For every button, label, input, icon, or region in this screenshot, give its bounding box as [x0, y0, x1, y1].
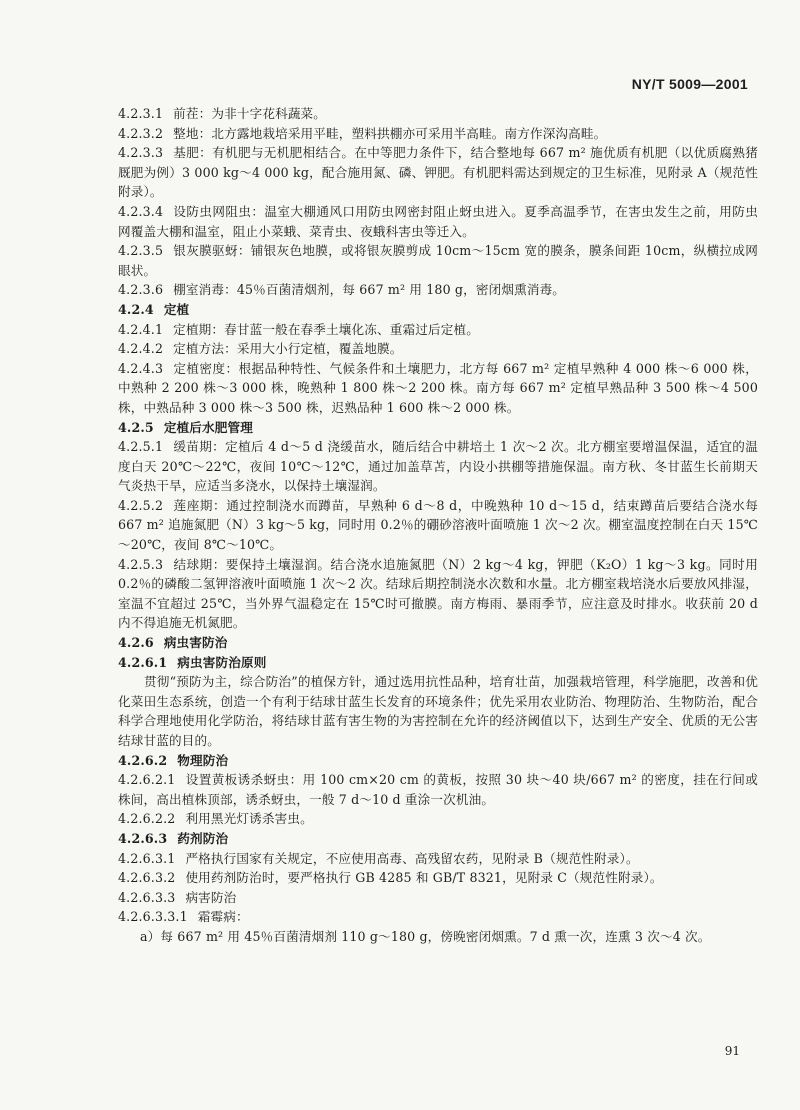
paragraph-text: 基肥：有机肥与无机肥相结合。在中等肥力条件下，结合整地每 667 m² 施优质有机肥（以优质腐熟猪厩肥为例）3 000 kg～4 000 kg，配合施用氮、磷、钾肥。有机肥料需达到规定的卫生标准，见附录 A（规范性附录）。	[118, 145, 758, 200]
clause-number: 4.2.5.3	[118, 556, 164, 572]
clause-number: 4.2.6.2	[118, 752, 168, 768]
clause-number: 4.2.4.2	[118, 341, 164, 357]
paragraph	[118, 770, 758, 809]
paragraph	[118, 809, 758, 829]
heading-text: 定植后水肥管理	[163, 419, 254, 435]
clause-number: 4.2.6	[118, 635, 154, 651]
paragraph-text: 设防虫网阻虫：温室大棚通风口用防虫网密封阻止蚜虫进入。夏季高温季节，在害虫发生之前，用防虫网覆盖大棚和温室，阻止小菜蛾、菜青虫、夜蛾科害虫等迁入。	[118, 203, 758, 239]
paragraph-text: 利用黑光灯诱杀害虫。	[185, 811, 313, 827]
paragraph-text: 缓苗期：定植后 4 d～5 d 浇缓苗水，随后结合中耕培土 1 次～2 次。北方棚室要增温保温，适宜的温度白天 20℃～22℃，夜间 10℃～12℃，通过加盖草苫，内设小拱棚等措施保温。南方秋、冬甘蓝生长前期天气炎热干旱，应适当多浇水，以保持土壤湿润。	[118, 439, 758, 494]
clause-number: 4.2.5.1	[118, 439, 164, 455]
clause-number: 4.2.6.2.2	[118, 811, 176, 827]
paragraph	[118, 320, 758, 340]
section-heading	[118, 653, 758, 673]
section-heading	[118, 418, 758, 438]
clause-number: 4.2.6.2.1	[118, 772, 176, 788]
paragraph	[118, 555, 758, 633]
paragraph-text: 定植方法：采用大小行定植，覆盖地膜。	[173, 341, 403, 357]
paragraph-text: 贯彻“预防为主，综合防治”的植保方针，通过选用抗性品种，培育壮苗，加强栽培管理，科学施肥，改善和优化菜田生态系统，创造一个有利于结球甘蓝生长发育的环境条件；优先采用农业防治、物理防治、生物防治，配合科学合理地使用化学防治，将结球甘蓝有害生物的为害控制在允许的经济阈值以下，达到生产安全、优质的无公害结球甘蓝的目的。	[118, 674, 758, 748]
paragraph-text: 结球期：要保持土壤湿润。结合浇水追施氮肥（N）2 kg～4 kg，钾肥（K₂O）1 kg～3 kg。同时用 0.2％的磷酸二氢钾溶液叶面喷施 1 次～2 次。结球后期控制浇水次数和水量。北方棚室栽培浇水后要放风排湿，室温不宜超过 25℃，当外界气温稳定在 15℃时可撤膜。南方梅雨、暴雨季节，应注意及时排水。收获前 20 d 内不得追施无机氮肥。	[118, 556, 758, 631]
paragraph	[118, 359, 758, 418]
page-number: 91	[724, 1044, 740, 1058]
clause-number: 4.2.6.3	[118, 830, 168, 846]
paragraph-text: 棚室消毒：45％百菌清烟剂，每 667 m² 用 180 g，密闭烟熏消毒。	[173, 282, 566, 298]
section-heading	[118, 829, 758, 849]
clause-number: 4.2.4.3	[118, 360, 164, 376]
heading-text: 物理防治	[177, 752, 229, 768]
paragraph	[118, 672, 758, 750]
paragraph	[118, 124, 758, 144]
heading-text: 定植	[163, 301, 190, 317]
paragraph-text: 银灰膜驱蚜：铺银灰色地膜，或将银灰膜剪成 10cm～15cm 宽的膜条，膜条间距 10cm，纵横拉成网眼状。	[118, 243, 758, 278]
paragraph	[118, 280, 758, 300]
clause-number: 4.2.3.1	[118, 106, 164, 121]
section-heading	[118, 751, 758, 771]
paragraph-text: 霜霉病：	[197, 909, 249, 925]
paragraph-text: 设置黄板诱杀蚜虫：用 100 cm×20 cm 的黄板，按照 30 块～40 块/667 m² 的密度，挂在行间或株间，高出植株顶部，诱杀蚜虫，一般 7 d～10 d 重涂一次机油。	[118, 772, 758, 807]
paragraph	[118, 496, 758, 555]
paragraph-text: 定植期：春甘蓝一般在春季土壤化冻、重霜过后定植。	[173, 321, 479, 337]
paragraph	[118, 868, 758, 888]
clause-number: 4.2.6.3.1	[118, 850, 176, 866]
paragraph	[118, 888, 758, 908]
section-heading	[118, 633, 758, 653]
paragraph	[118, 849, 758, 869]
paragraph-text: 病害防治	[185, 889, 237, 905]
paragraph-text: a）每 667 m² 用 45％百菌清烟剂 110 g～180 g，傍晚密闭烟熏。7 d 熏一次，连熏 3 次～4 次。	[140, 928, 711, 944]
paragraph-text: 前茬：为非十字花科蔬菜。	[173, 106, 327, 121]
paragraph	[118, 927, 758, 947]
paragraph	[118, 104, 758, 124]
clause-number: 4.2.6.3.3.1	[118, 909, 188, 925]
clause-number: 4.2.6.3.2	[118, 870, 176, 886]
heading-text: 药剂防治	[177, 830, 229, 846]
clause-number: 4.2.3.6	[118, 282, 164, 298]
clause-number: 4.2.5	[118, 419, 154, 435]
clause-number: 4.2.6.1	[118, 654, 168, 670]
paragraph	[118, 339, 758, 359]
clause-number: 4.2.4	[118, 301, 154, 317]
clause-number: 4.2.3.4	[118, 203, 164, 219]
section-heading	[118, 300, 758, 320]
standard-code: NY/T 5009—2001	[631, 76, 748, 92]
clause-number: 4.2.3.5	[118, 243, 164, 259]
paragraph	[118, 437, 758, 496]
paragraph	[118, 241, 758, 280]
heading-text: 病虫害防治原则	[177, 654, 267, 670]
clause-number: 4.2.4.1	[118, 321, 164, 337]
clause-number: 4.2.6.3.3	[118, 889, 176, 905]
heading-text: 病虫害防治	[163, 635, 228, 651]
paragraph	[118, 143, 758, 202]
paragraph	[118, 202, 758, 241]
paragraph	[118, 907, 758, 927]
document-body	[118, 104, 758, 947]
clause-number: 4.2.3.2	[118, 125, 164, 141]
clause-number: 4.2.3.3	[118, 145, 164, 161]
paragraph-text: 定植密度：根据品种特性、气候条件和土壤肥力，北方每 667 m² 定植早熟种 4 000 株～6 000 株，中熟种 2 200 株～3 000 株，晚熟种 1 800 株～2 200 株。南方每 667 m² 定植早熟品种 3 500 株～4 500 株，中熟品种 3 000 株～3 500 株，迟熟品种 1 600 株～2 000 株。	[118, 360, 758, 415]
paragraph-text: 整地：北方露地栽培采用平畦，塑料拱棚亦可采用半高畦。南方作深沟高畦。	[173, 125, 607, 141]
paragraph-text: 莲座期：通过控制浇水而蹲苗，早熟种 6 d～8 d，中晚熟种 10 d～15 d，结束蹲苗后要结合浇水每 667 m² 追施氮肥（N）3 kg～5 kg，同时用 0.2％的硼砂溶液叶面喷施 1 次～2 次。棚室温度控制在白天 15℃～20℃，夜间 8℃～10℃。	[118, 497, 758, 553]
clause-number: 4.2.5.2	[118, 497, 164, 513]
paragraph-text: 严格执行国家有关规定，不应使用高毒、高残留农药，见附录 B（规范性附录）。	[185, 850, 639, 866]
paragraph-text: 使用药剂防治时，要严格执行 GB 4285 和 GB/T 8321，见附录 C（规范性附录）。	[185, 870, 663, 886]
